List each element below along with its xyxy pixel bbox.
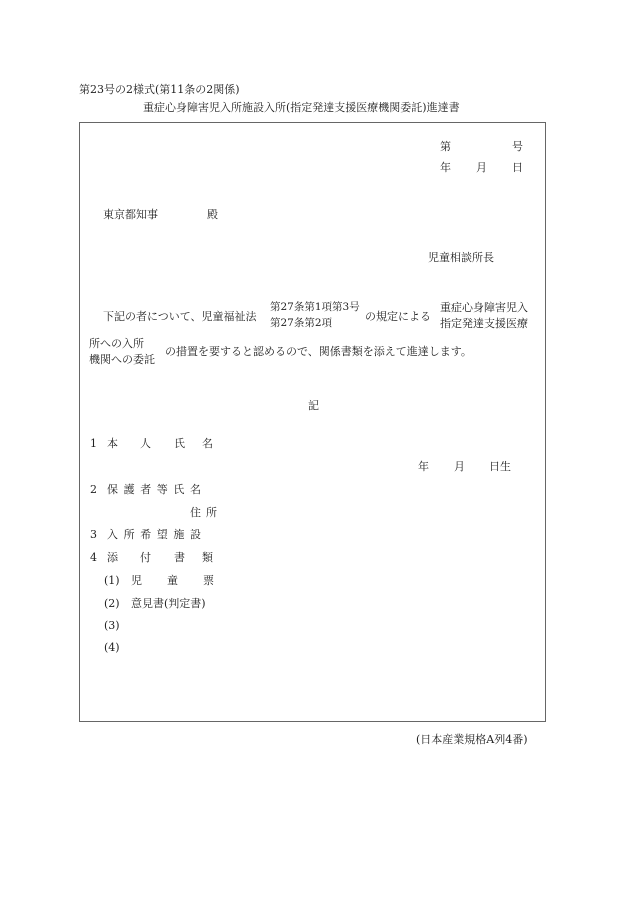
item-4-char: 類 bbox=[202, 551, 213, 564]
document-title: 重症心身障害児入所施設入所(指定発達支援医療機関委託)進達書 bbox=[143, 101, 460, 114]
sub-item-2-label: 意見書(判定書) bbox=[131, 597, 206, 610]
doc-number-prefix: 第 bbox=[440, 140, 451, 153]
item-1-char: 本 bbox=[107, 437, 118, 450]
body-intro: 下記の者について、児童福祉法 bbox=[103, 310, 257, 323]
sub-item-1-char: 児 bbox=[131, 574, 142, 587]
law-option-1: 第27条第1項第3号 bbox=[270, 301, 360, 313]
sub-item-2-number: (2) bbox=[104, 597, 120, 610]
address-label: 住所 bbox=[190, 506, 222, 519]
sub-item-1-number: (1) bbox=[104, 574, 120, 587]
sub-item-4-number: (4) bbox=[104, 641, 120, 654]
item-4-char: 添 bbox=[107, 551, 118, 564]
facility-option-1: 重症心身障害児入 bbox=[440, 301, 528, 314]
date-year: 年 bbox=[440, 161, 451, 174]
item-4-char: 書 bbox=[174, 551, 185, 564]
date-month: 月 bbox=[476, 161, 487, 174]
item-1-char: 氏 bbox=[174, 437, 185, 450]
item-4-number: 4 bbox=[90, 551, 97, 564]
birth-month: 月 bbox=[454, 460, 465, 473]
date-day: 日 bbox=[512, 161, 523, 174]
facility-option-2: 指定発達支援医療 bbox=[440, 317, 528, 330]
ki-heading: 記 bbox=[308, 399, 319, 412]
sub-item-3-number: (3) bbox=[104, 619, 120, 632]
continuation-option-2: 機関への委託 bbox=[89, 353, 155, 366]
item-1-number: 1 bbox=[90, 437, 97, 450]
item-2-number: 2 bbox=[90, 483, 97, 496]
item-3-number: 3 bbox=[90, 528, 97, 541]
paper-size-note: (日本産業規格A列4番) bbox=[416, 733, 528, 746]
body-provision: の規定による bbox=[365, 310, 431, 323]
sub-item-1-char: 童 bbox=[167, 574, 178, 587]
item-4-char: 付 bbox=[140, 551, 151, 564]
item-3-label: 入所希望施設 bbox=[107, 528, 207, 541]
birth-day: 日生 bbox=[489, 460, 511, 473]
sub-item-1-char: 票 bbox=[203, 574, 214, 587]
body-closing: の措置を要すると認めるので、関係書類を添えて進達します。 bbox=[165, 345, 472, 358]
continuation-option-1: 所への入所 bbox=[89, 337, 144, 350]
addressee-honorific: 殿 bbox=[207, 208, 218, 221]
addressee-name: 東京都知事 bbox=[103, 208, 158, 221]
item-2-label: 保護者等氏名 bbox=[107, 483, 207, 496]
doc-number-suffix: 号 bbox=[512, 140, 523, 153]
birth-year: 年 bbox=[418, 460, 429, 473]
item-1-char: 名 bbox=[202, 437, 213, 450]
item-1-char: 人 bbox=[140, 437, 151, 450]
law-option-2: 第27条第2項 bbox=[270, 317, 333, 329]
form-number: 第23号の2様式(第11条の2関係) bbox=[79, 83, 240, 96]
sender-title: 児童相談所長 bbox=[428, 251, 494, 264]
